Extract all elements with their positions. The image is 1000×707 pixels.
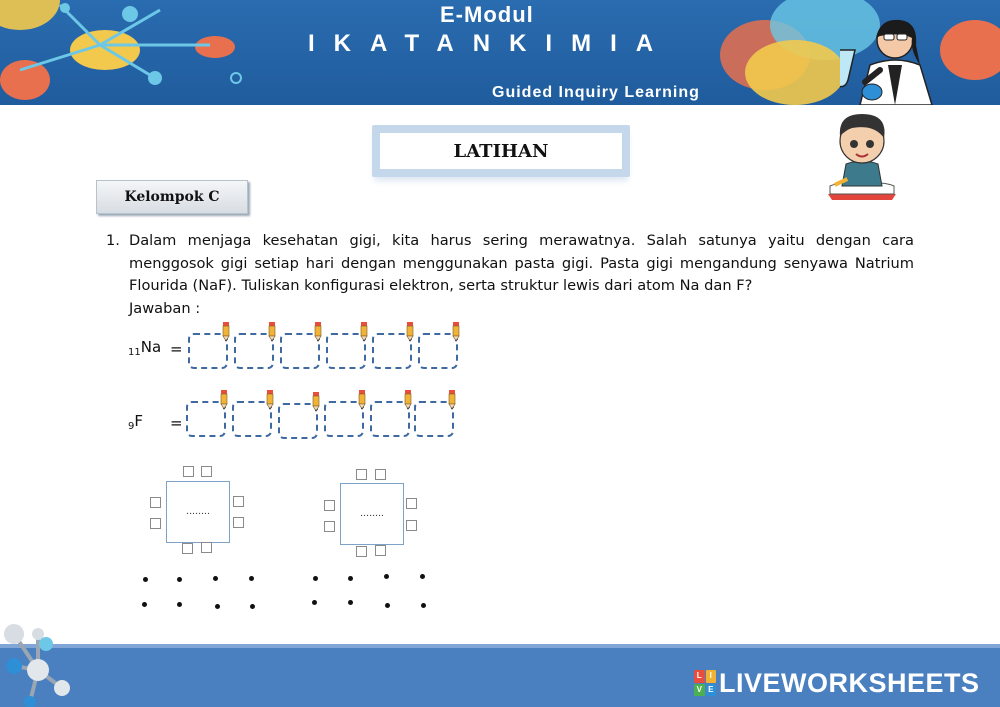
electron-dot[interactable] [177,577,182,582]
decor-bubble [745,40,845,105]
banner-subtitle: Guided Inquiry Learning [492,84,700,101]
answer-label: Jawaban : [129,299,201,317]
electron-dot[interactable] [143,577,148,582]
question-text: Dalam menjaga kesehatan gigi, kita harus sering merawatnya. Salah satunya yaitu dengan cara menggosok gigi setiap hari dengan menggunakan pasta gigi. Pasta gigi mengandung senyawa Natrium Flourida (NaF). Tuliskan konfigurasi elektron, serta struktur lewis dari atom Na dan F? [129,232,914,295]
liveworksheets-logo-icon [694,670,716,696]
electron-dot[interactable] [177,602,182,607]
pencil-icon [266,322,278,342]
equals-sign-na: = [170,340,183,358]
electron-box[interactable] [324,521,335,532]
lewis-core-box[interactable]: …….. [340,483,404,545]
pencil-icon [264,390,276,410]
electron-dot[interactable] [215,604,220,609]
banner-title-top: E-Modul [440,2,534,27]
electron-box[interactable] [183,466,194,477]
liveworksheets-logo-text: LIVEWORKSHEETS [719,667,980,698]
atomic-number-na: 11 [128,347,141,358]
pencil-icon [356,390,368,410]
pencil-icon [312,322,324,342]
electron-dot[interactable] [385,603,390,608]
pencil-icon [310,392,322,412]
footer-highlight [0,644,1000,648]
electron-box[interactable] [406,498,417,509]
electron-box[interactable] [375,469,386,480]
electron-box[interactable] [182,543,193,554]
electron-dot[interactable] [250,604,255,609]
electron-dot[interactable] [384,574,389,579]
electron-dot[interactable] [249,576,254,581]
logo-letter-tile: I [706,670,717,683]
molecule-decoration-icon [0,0,300,105]
group-label: Kelompok C [96,180,248,214]
title-box [372,125,630,177]
electron-dot[interactable] [213,576,218,581]
element-label-f [128,412,143,432]
electron-box[interactable] [201,466,212,477]
lewis-core-box[interactable]: …….. [166,481,230,543]
element-label-na [128,338,161,358]
question-number: 1. [106,232,120,249]
electron-box[interactable] [406,520,417,531]
electron-box[interactable] [356,469,367,480]
atomic-number-f: 9 [128,421,135,432]
pencil-icon [404,322,416,342]
equals-sign-f: = [170,414,183,432]
element-symbol-f: F [134,412,144,430]
page-title: LATIHAN [380,133,622,169]
electron-dot[interactable] [142,602,147,607]
pencil-icon [218,390,230,410]
electron-box[interactable] [150,497,161,508]
electron-dot[interactable] [421,603,426,608]
question-block [106,230,914,320]
pencil-icon [220,322,232,342]
pencil-icon [358,322,370,342]
pencil-icon [450,322,462,342]
electron-box[interactable] [201,542,212,553]
electron-box[interactable] [233,517,244,528]
electron-dot[interactable] [348,576,353,581]
electron-dot[interactable] [420,574,425,579]
element-symbol-na: Na [140,338,162,356]
electron-dot[interactable] [313,576,318,581]
pencil-icon [402,390,414,410]
header-banner [0,0,1000,105]
electron-box[interactable] [375,545,386,556]
student-illustration [824,106,900,200]
logo-letter-tile: E [706,684,717,697]
pencil-icon [446,390,458,410]
scientist-illustration [840,10,950,105]
liveworksheets-logo[interactable] [694,668,980,698]
logo-letter-tile: L [694,670,705,683]
banner-title-main: IKATANKIMIA [308,30,673,57]
electron-box[interactable] [356,546,367,557]
electron-dot[interactable] [312,600,317,605]
electron-dot[interactable] [348,600,353,605]
electron-box[interactable] [150,518,161,529]
molecule-icon [0,610,80,707]
logo-letter-tile: V [694,684,705,697]
electron-box[interactable] [233,496,244,507]
electron-box[interactable] [324,500,335,511]
